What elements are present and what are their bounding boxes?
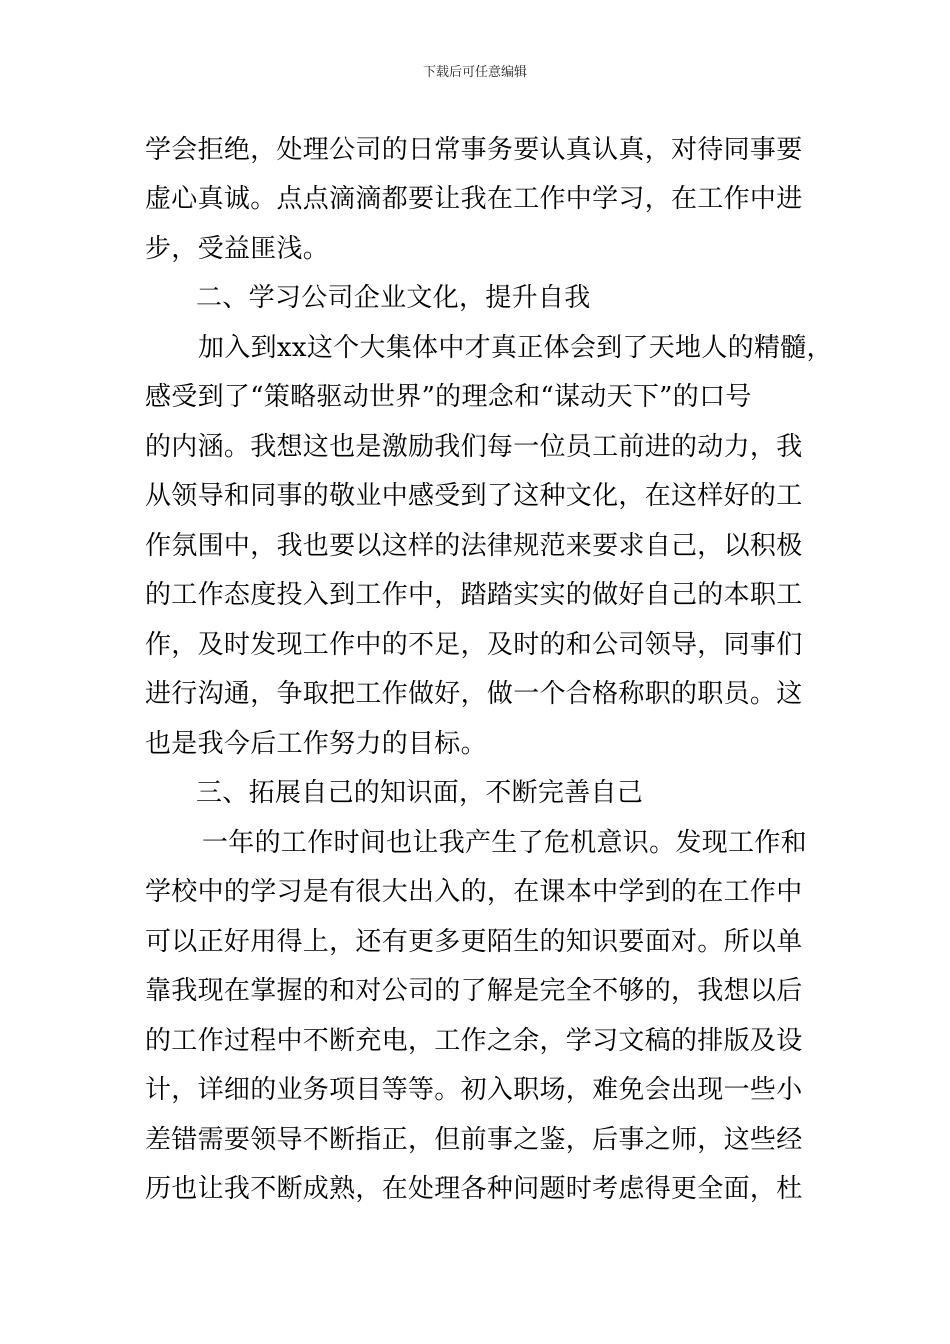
body-line: 感受到了“策略驱动世界”的理念和“谋动天下”的口号: [145, 382, 752, 412]
body-line: 作氛围中，我也要以这样的法律规范来要求自己，以积极: [145, 531, 803, 561]
body-line: 差错需要领导不断指正，但前事之鉴，后事之师，这些经: [145, 1125, 803, 1155]
body-line: 一年的工作时间也让我产生了危机意识。发现工作和: [202, 828, 807, 858]
body-line: 虚心真诚。点点滴滴都要让我在工作中学习，在工作中进: [145, 184, 803, 214]
body-line: 的工作过程中不断充电，工作之余，学习文稿的排版及设: [145, 1026, 803, 1056]
body-line: 学会拒绝，处理公司的日常事务要认真认真，对待同事要: [145, 135, 803, 165]
body-line: 的内涵。我想这也是激励我们每一位员工前进的动力，我: [145, 432, 803, 462]
body-line: 学校中的学习是有很大出入的，在课本中学到的在工作中: [145, 877, 803, 907]
body-line: 计，详细的业务项目等等。初入职场，难免会出现一些小: [145, 1075, 803, 1105]
body-line: 加入到xx这个大集体中才真正体会到了天地人的精髓，: [198, 333, 833, 363]
body-line: 历也让我不断成熟，在处理各种问题时考虑得更全面，杜: [145, 1174, 803, 1204]
body-line: 的工作态度投入到工作中，踏踏实实的做好自己的本职工: [145, 580, 803, 610]
body-line: 可以正好用得上，还有更多更陌生的知识要面对。所以单: [145, 927, 803, 957]
body-line: 也是我今后工作努力的目标。: [145, 729, 487, 759]
section-heading-2: 二、学习公司企业文化，提升自我: [196, 283, 591, 313]
body-line: 靠我现在掌握的和对公司的了解是完全不够的，我想以后: [145, 976, 803, 1006]
body-line: 从领导和同事的敬业中感受到了这种文化，在这样好的工: [145, 481, 803, 511]
section-heading-3: 三、拓展自己的知识面，不断完善自己: [196, 778, 644, 808]
body-line: 作，及时发现工作中的不足，及时的和公司领导，同事们: [145, 630, 803, 660]
body-line: 步，受益匪浅。: [145, 234, 330, 264]
page-header-note: 下载后可任意编辑: [422, 65, 527, 80]
body-line: 进行沟通，争取把工作做好，做一个合格称职的职员。这: [145, 679, 803, 709]
